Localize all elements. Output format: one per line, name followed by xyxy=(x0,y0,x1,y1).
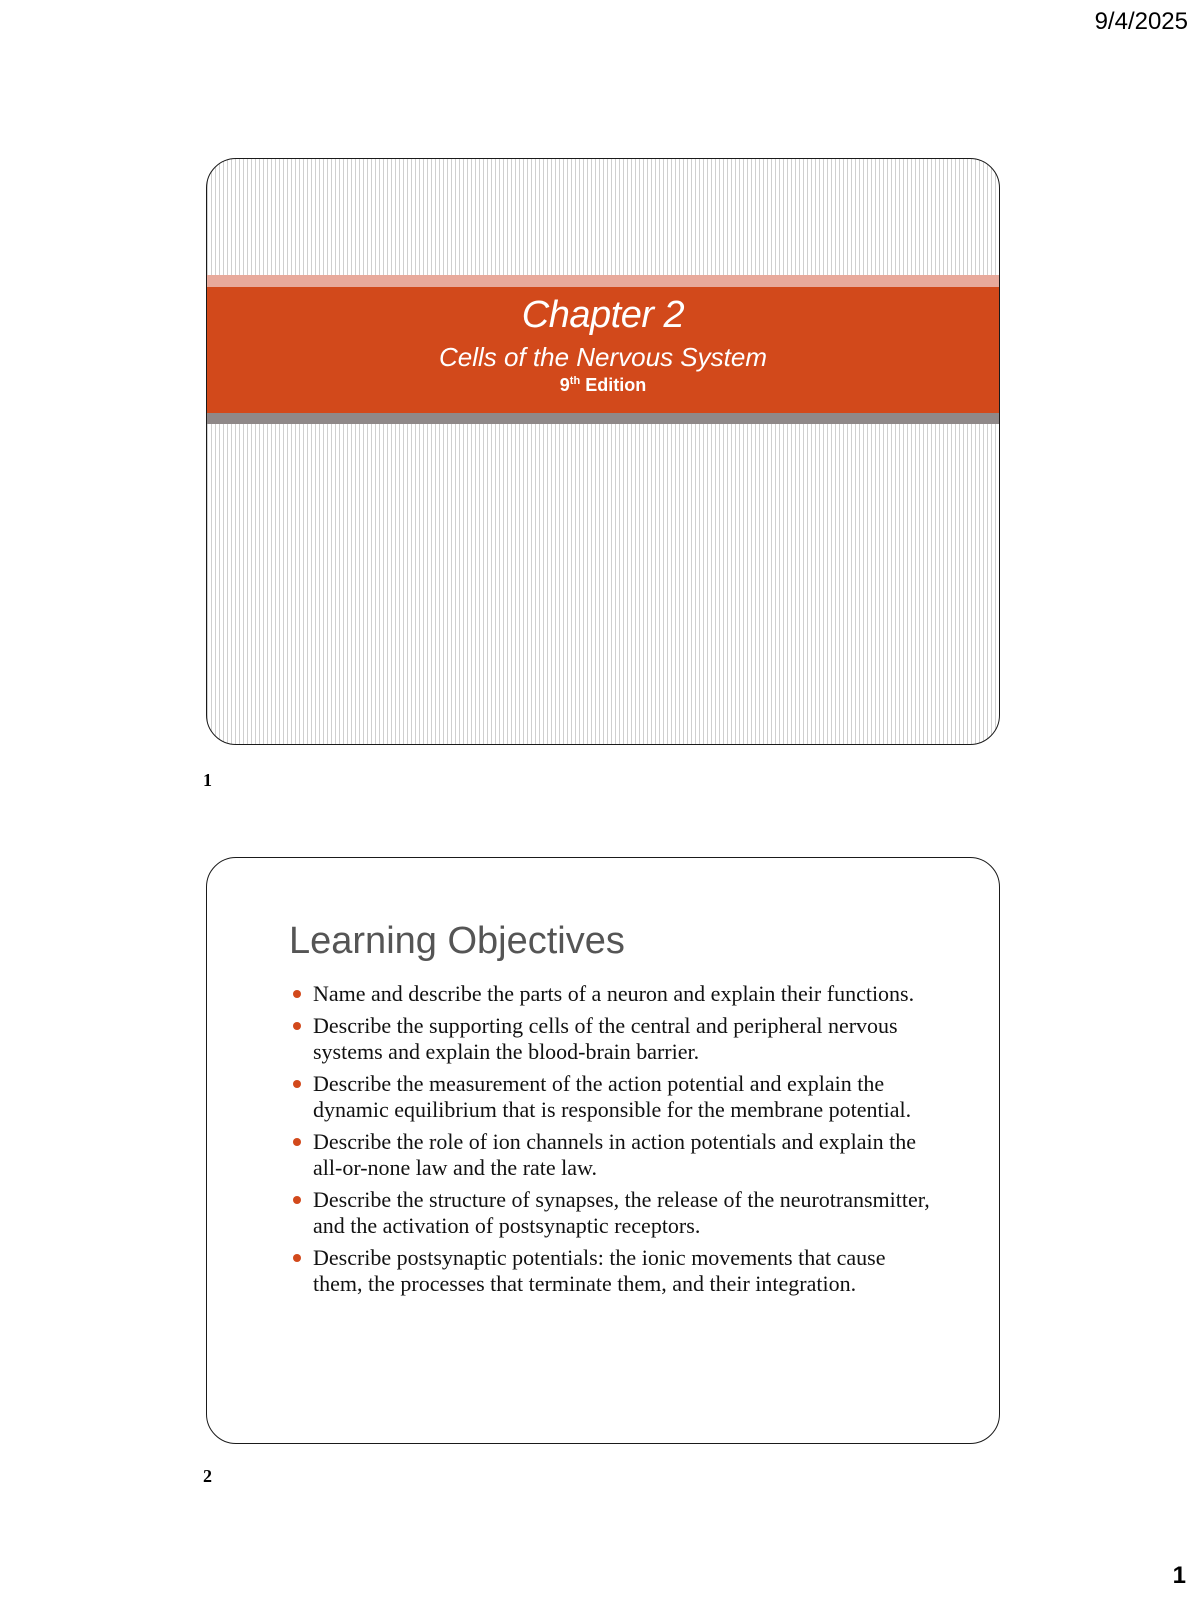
objectives-title: Learning Objectives xyxy=(289,920,625,962)
edition-line xyxy=(207,373,999,397)
slide-number-2: 2 xyxy=(203,1466,212,1486)
objective-text: Describe the supporting cells of the central and peripheral nervous systems and explain the blood-brain barrier. xyxy=(313,1013,898,1064)
objective-text: Describe the measurement of the action potential and explain the dynamic equilibrium that is responsible for the membrane potential. xyxy=(313,1071,912,1122)
slide-number-1: 1 xyxy=(203,770,212,790)
print-date: 9/4/2025 xyxy=(1094,8,1188,35)
edition-label: Edition xyxy=(585,375,647,395)
bullet-dot-icon xyxy=(293,1022,301,1030)
objective-item xyxy=(291,1187,931,1239)
title-band-top-stripe xyxy=(207,275,999,287)
objective-item xyxy=(291,1013,931,1065)
objective-item xyxy=(291,981,931,1007)
edition-number: 9 xyxy=(559,375,570,395)
edition-suffix: th xyxy=(569,375,581,387)
bullet-dot-icon xyxy=(293,1254,301,1262)
bullet-dot-icon xyxy=(293,1080,301,1088)
objective-item xyxy=(291,1071,931,1123)
page-number: 1 xyxy=(1172,1562,1186,1589)
objective-item xyxy=(291,1245,931,1297)
title-band xyxy=(207,287,999,413)
chapter-title: Chapter 2 xyxy=(521,294,685,336)
objective-item xyxy=(291,1129,931,1181)
title-band-bottom-stripe xyxy=(207,413,999,424)
chapter-subtitle: Cells of the Nervous System xyxy=(438,342,767,372)
objective-text: Describe the role of ion channels in action potentials and explain the all-or-none law and the rate law. xyxy=(313,1129,916,1180)
objective-text: Describe the structure of synapses, the release of the neurotransmitter, and the activation of postsynaptic receptors. xyxy=(313,1187,930,1238)
bullet-dot-icon xyxy=(293,1196,301,1204)
bullet-dot-icon xyxy=(293,990,301,998)
bullet-dot-icon xyxy=(293,1138,301,1146)
slide-2-learning-objectives xyxy=(206,857,1000,1444)
objective-text: Describe postsynaptic potentials: the ionic movements that cause them, the processes that terminate them, and their integration. xyxy=(313,1245,886,1296)
slide-1-title-slide xyxy=(206,158,1000,745)
objective-text: Name and describe the parts of a neuron and explain their functions. xyxy=(313,981,915,1006)
objectives-list xyxy=(291,981,931,1303)
